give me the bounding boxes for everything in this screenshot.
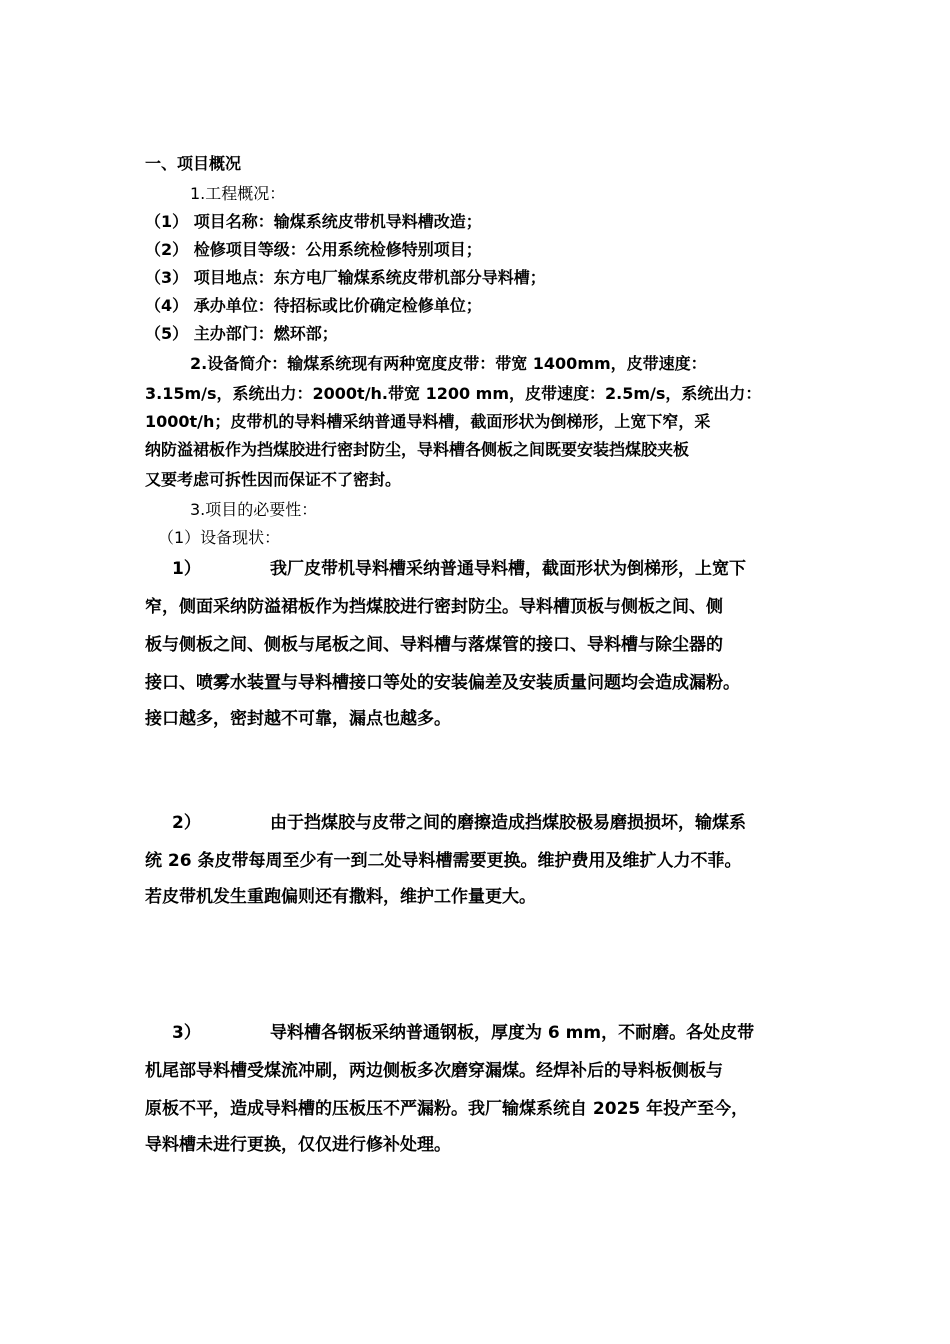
overview-item-text: 检修项目等级：公用系统检修特别项目；	[193, 240, 482, 259]
overview-item-1	[145, 212, 482, 232]
equipment-line-2: 3.15m/s，系统出力：2000t/h.带宽 1200 mm，皮带速度：2.5m/s，系统出力：	[145, 384, 762, 403]
point-3-line-4: 导料槽未进行更换，仅仅进行修补处理。	[145, 1135, 451, 1155]
point-3-first-line	[172, 1022, 754, 1044]
overview-item-num: （1）	[145, 212, 189, 231]
point-3-line-3: 原板不平，造成导料槽的压板压不严漏粉。我厂输煤系统自 2025 年投产至今，	[145, 1099, 749, 1119]
necessity-heading: 3.项目的必要性：	[190, 500, 318, 519]
overview-item-text: 主办部门：燃环部；	[193, 324, 338, 343]
overview-item-3	[145, 268, 546, 288]
overview-item-5	[145, 324, 338, 344]
overview-item-num: （2）	[145, 240, 189, 259]
overview-item-2	[145, 240, 482, 260]
point-2-line-2: 统 26 条皮带每周至少有一到二处导料槽需要更换。维护费用及维扩人力不菲。	[145, 851, 742, 871]
overview-item-num: （4）	[145, 296, 189, 315]
point-2-first-line	[172, 812, 746, 834]
point-number: 3）	[172, 1023, 201, 1043]
point-text: 导料槽各钢板采纳普通钢板，厚度为 6 mm，不耐磨。各处皮带	[270, 1023, 755, 1043]
necessity-subheading: （1）设备现状：	[158, 528, 281, 547]
point-1-line-5: 接口越多，密封越不可靠，漏点也越多。	[145, 709, 451, 729]
overview-item-4	[145, 296, 482, 316]
point-text: 由于挡煤胶与皮带之间的磨擦造成挡煤胶极易磨损损坏，输煤系	[270, 813, 746, 833]
point-3-line-2: 机尾部导料槽受煤流冲刷，两边侧板多次磨穿漏煤。经焊补后的导料板侧板与	[145, 1061, 723, 1081]
overview-item-num: （5）	[145, 324, 189, 343]
point-1-first-line	[172, 558, 746, 580]
equipment-line-5: 又要考虑可拆性因而保证不了密封。	[145, 470, 402, 489]
point-2-line-3: 若皮带机发生重跑偏则还有撒料，维护工作量更大。	[145, 887, 536, 907]
overview-item-text: 项目名称：输煤系统皮带机导料槽改造；	[193, 212, 482, 231]
overview-heading: 1.工程概况：	[190, 184, 286, 203]
point-1-line-3: 板与侧板之间、侧板与尾板之间、导料槽与落煤管的接口、导料槽与除尘器的	[145, 635, 723, 655]
equipment-line-3: 1000t/h；皮带机的导料槽采纳普通导料槽，截面形状为倒梯形，上宽下窄，采	[145, 412, 711, 431]
point-1-line-4: 接口、喷雾水装置与导料槽接口等处的安装偏差及安装质量问题均会造成漏粉。	[145, 673, 740, 693]
point-number: 1）	[172, 559, 201, 579]
overview-item-text: 承办单位：待招标或比价确定检修单位；	[193, 296, 482, 315]
overview-item-num: （3）	[145, 268, 189, 287]
overview-item-text: 项目地点：东方电厂输煤系统皮带机部分导料槽；	[193, 268, 546, 287]
equipment-line-4: 纳防溢裙板作为挡煤胶进行密封防尘，导料槽各侧板之间既要安装挡煤胶夹板	[145, 440, 690, 459]
section-title: 一、项目概况	[145, 154, 242, 173]
equipment-line-1: 2.设备简介：输煤系统现有两种宽度皮带：带宽 1400mm，皮带速度：	[190, 354, 707, 373]
point-text: 我厂皮带机导料槽采纳普通导料槽，截面形状为倒梯形，上宽下	[270, 559, 746, 579]
point-1-line-2: 窄，侧面采纳防溢裙板作为挡煤胶进行密封防尘。导料槽顶板与侧板之间、侧	[145, 597, 723, 617]
point-number: 2）	[172, 813, 201, 833]
